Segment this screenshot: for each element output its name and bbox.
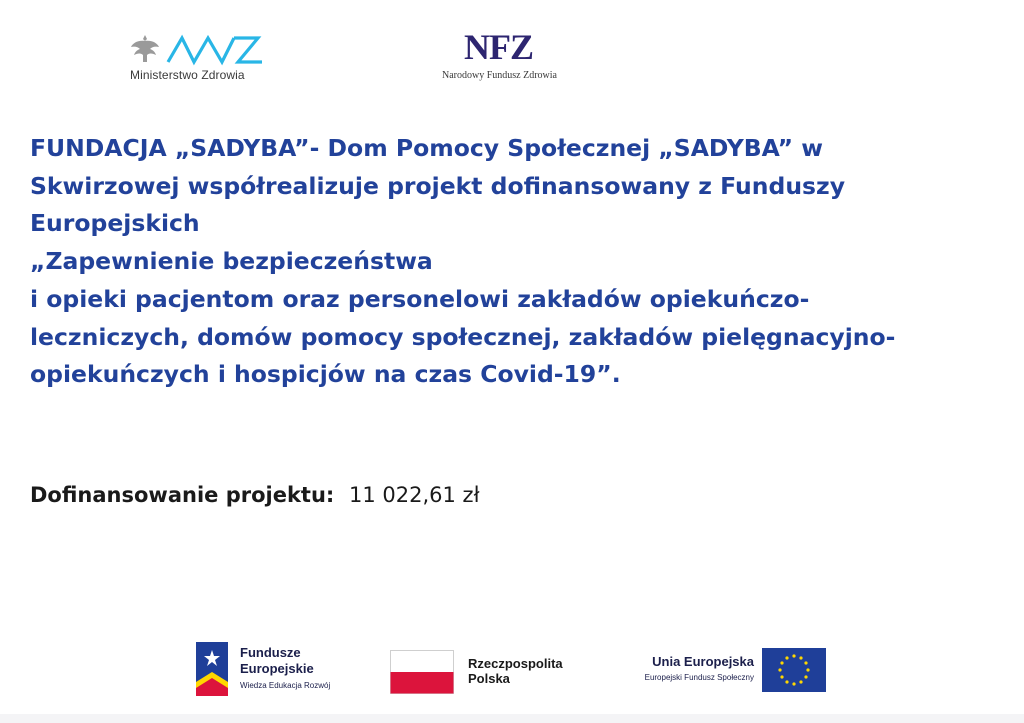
announcement-line: i opieki pacjentom oraz personelowi zakładów opiekuńczo- [30, 284, 810, 313]
rp-line2: Polska [468, 671, 510, 686]
nfz-mark: NFZ [464, 27, 533, 67]
ue-line2: Europejski Fundusz Społeczny [644, 673, 754, 682]
fe-line1: Fundusze [240, 645, 301, 660]
unia-europejska-logo [610, 646, 830, 696]
polish-flag-icon [390, 650, 454, 694]
announcement-line: Europejskich [30, 209, 200, 238]
rzeczpospolita-polska-logo [388, 648, 588, 694]
ministry-of-health-logo [126, 30, 266, 86]
announcement-line: leczniczych, domów pomocy społecznej, zakładów pielęgnacyjno- [30, 322, 896, 351]
eagle-emblem-icon [128, 32, 162, 66]
ue-line1: Unia Europejska [652, 654, 754, 669]
funding-amount: 11 022,61 zł [349, 483, 480, 507]
fe-subtitle: Wiedza Edukacja Rozwój [240, 681, 331, 690]
rp-line1: Rzeczpospolita [468, 656, 563, 671]
announcement-line: FUNDACJA „SADYBA”- Dom Pomocy Społecznej „SADYBA” w [30, 134, 824, 162]
announcement-line: Skwirzowej współrealizuje projekt dofinansowany z Funduszy [30, 171, 846, 200]
announcement-line: opiekuńczych i hospicjów na czas Covid-19”. [30, 360, 621, 389]
nfz-caption: Narodowy Fundusz Zdrowia [442, 70, 557, 81]
ministry-caption: Ministerstwo Zdrowia [130, 68, 245, 82]
announcement-line: „Zapewnienie bezpieczeństwa [30, 247, 433, 276]
fundusze-europejskie-star-icon [196, 642, 236, 696]
bottom-band [0, 714, 1024, 723]
mz-wave-mark-icon [164, 32, 264, 66]
nfz-logo [440, 26, 590, 86]
fundusze-europejskie-logo [196, 640, 366, 700]
funding-amount-row [30, 483, 480, 507]
eu-flag-icon [762, 648, 826, 692]
funding-label: Dofinansowanie projektu: [30, 483, 335, 507]
fe-line2: Europejskie [240, 661, 314, 676]
project-announcement [30, 130, 990, 394]
